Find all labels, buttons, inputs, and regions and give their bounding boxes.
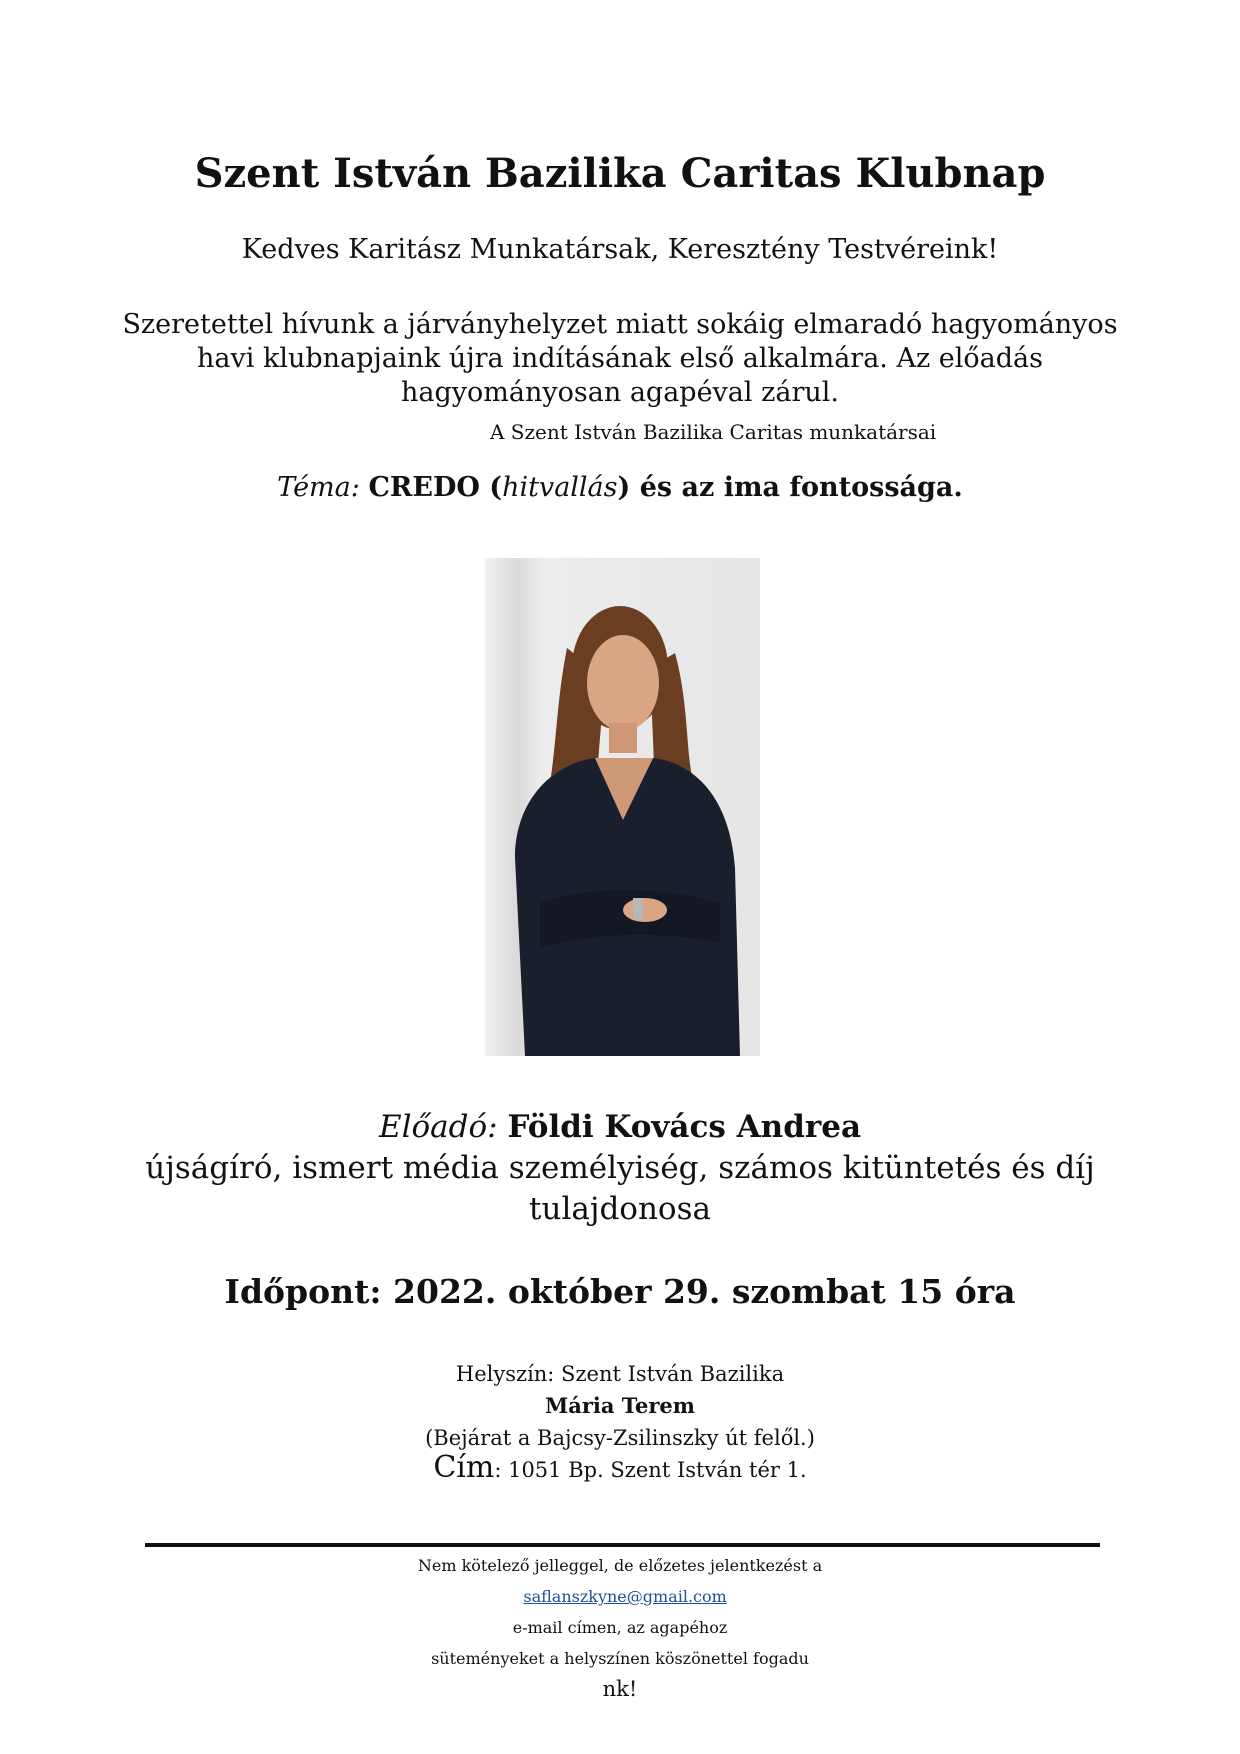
speaker-description: újságíró, ismert média személyiség, számos kitüntetés és díj xyxy=(145,1150,1095,1186)
speaker-label: Előadó: xyxy=(378,1109,498,1145)
speaker-heading xyxy=(0,1107,1240,1148)
address xyxy=(0,1450,1240,1485)
invitation-line: Szeretettel hívunk a járványhelyzet miatt sokáig elmaradó hagyományos xyxy=(122,309,1118,340)
venue-line: Helyszín: Szent István Bazilika Mária Terem xyxy=(455,1362,785,1418)
venue-block xyxy=(0,1358,1240,1454)
topic-italic: hitvallás xyxy=(502,472,618,503)
page-title: Szent István Bazilika Caritas Klubnap xyxy=(194,150,1046,197)
speaker-name: Földi Kovács Andrea xyxy=(507,1109,862,1145)
topic xyxy=(0,472,1240,503)
speaker-description: tulajdonosa xyxy=(529,1191,711,1227)
footer-line: süteményeket a helyszínen köszönettel fogadu nk! xyxy=(431,1649,809,1701)
address-value: : 1051 Bp. Szent István tér 1. xyxy=(494,1458,807,1482)
greeting: Kedves Karitász Munkatársak, Keresztény Testvéreink! xyxy=(241,234,999,265)
venue-room: Mária Terem xyxy=(544,1393,696,1418)
signature: A Szent István Bazilika Caritas munkatársai xyxy=(490,420,937,444)
footer-note xyxy=(0,1550,1240,1705)
invitation-line: havi klubnapjaink újra indításának első alkalmára. Az előadás xyxy=(197,343,1043,374)
invitation-line: hagyományosan agapéval zárul. xyxy=(401,377,839,408)
email-link[interactable]: saflanszkyne@gmail.com xyxy=(523,1587,727,1606)
event-datetime: Időpont: 2022. október 29. szombat 15 óra xyxy=(224,1272,1016,1311)
speaker-photo xyxy=(485,558,760,1056)
footer-divider xyxy=(145,1543,1100,1547)
topic-title: CREDO (hitvallás) és az ima fontossága. xyxy=(368,472,963,503)
address-label: Cím xyxy=(433,1450,495,1485)
speaker-block xyxy=(0,1107,1240,1230)
topic-label: Téma: xyxy=(277,472,360,503)
footer-line: Nem kötelező jelleggel, de előzetes jelentkezést a saflanszkyne@gmail.com e-mail címen, az agapéhoz xyxy=(417,1556,823,1637)
venue-entrance: (Bejárat a Bajcsy-Zsilinszky út felől.) xyxy=(425,1426,815,1450)
invitation-text xyxy=(0,308,1240,410)
